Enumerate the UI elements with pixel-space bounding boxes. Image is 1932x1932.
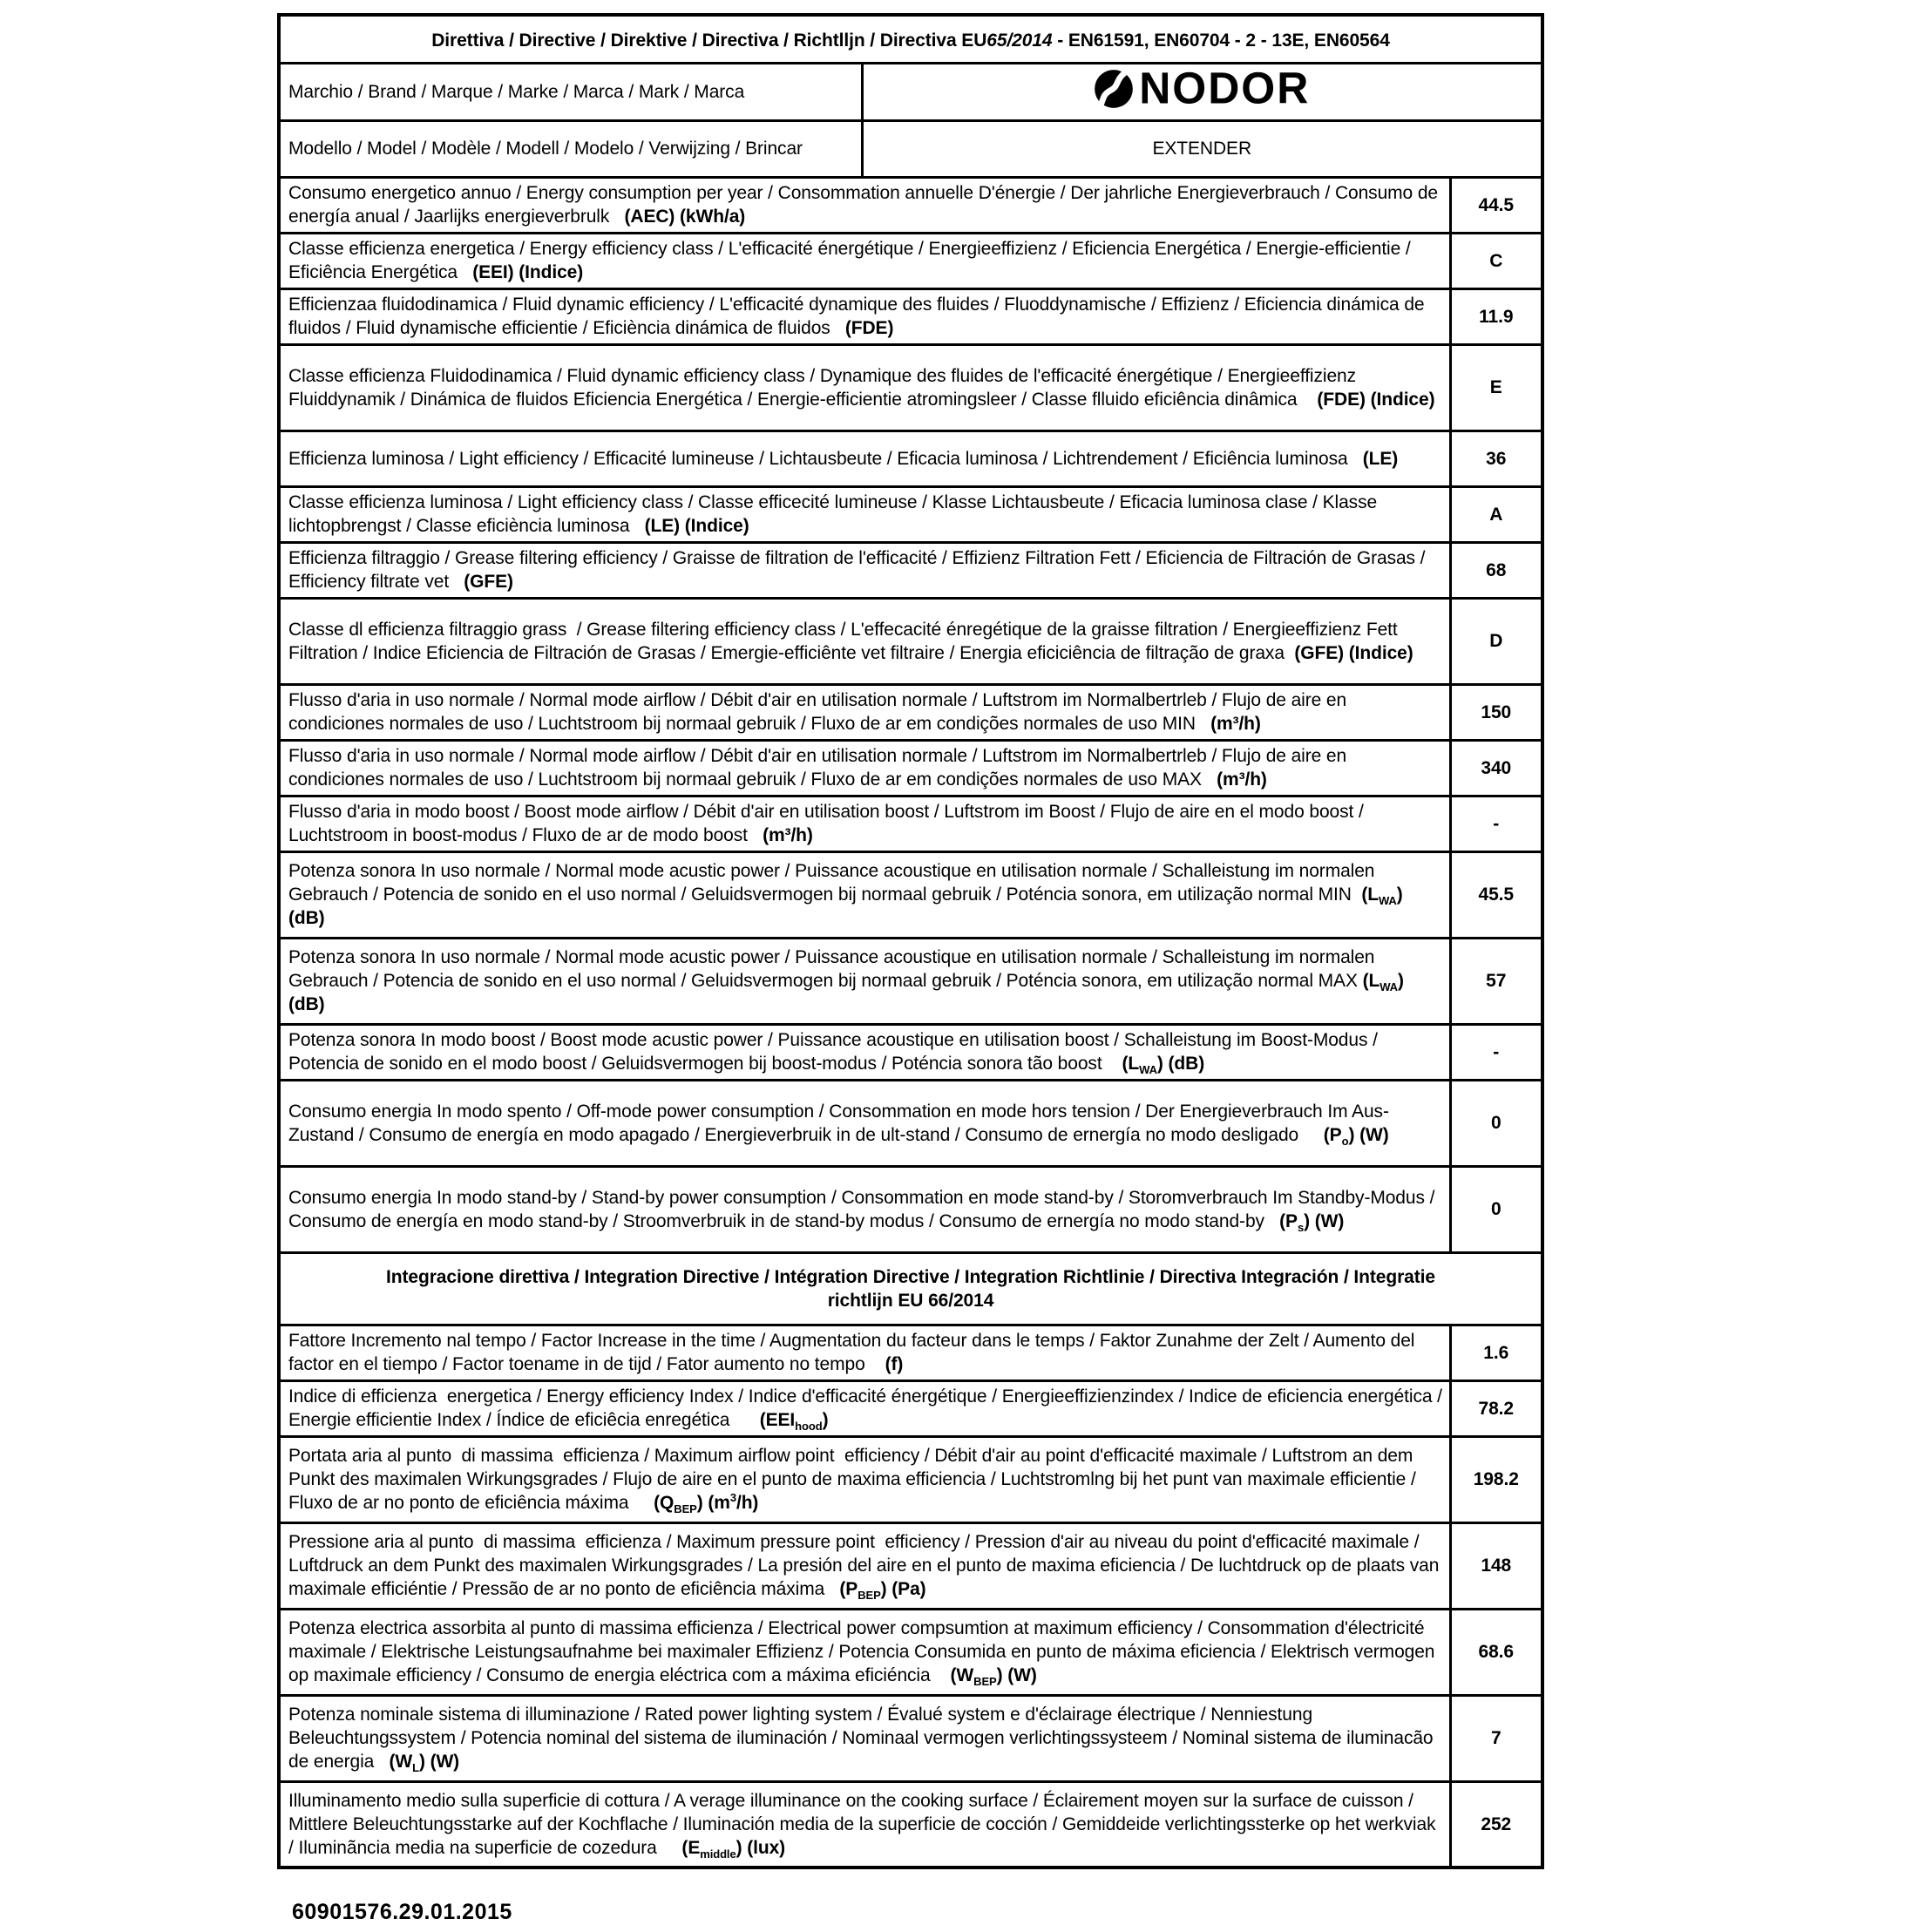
- row-label: Potenza electrica assorbita al punto di massima efficienza / Electrical power compsumtion at maximum efficiency / Consommation d'électricité maximale / Elektrische Leistungsaufnahme bei maximaler Effizienz / Potencia Consumida en punto de máxima eficiencia / Elektrisch vermogen op maximale efficiency / Consumo de energia eléctrica com a máxima eficiéncia $(W_{BEP})$ (W): [279, 1609, 1450, 1695]
- table-row: [279, 1695, 1542, 1781]
- row-value: E: [1450, 344, 1542, 430]
- row-label: Classe efficienza luminosa / Light efficiency class / Classe efficecité lumineuse / Klasse Lichtausbeute / Eficacia luminosa clase / Klasse lichtopbrengst / Classe eficiència luminosa (LE) (Indice): [279, 486, 1450, 542]
- document-code: 60901576.29.01.2015: [292, 1900, 512, 1924]
- table-row: [279, 1380, 1542, 1436]
- row-label: Potenza sonora In uso normale / Normal mode acustic power / Puissance acoustique en utilisation normale / Schalleistung im normalen Gebrauch / Potencia de sonido en el uso normal / Geluidsvermogen bij normaal gebruik / Poténcia sonora, em utilização normal MAX $(L_{WA})$ (dB): [279, 938, 1450, 1024]
- table-row: [279, 1080, 1542, 1166]
- row-value: C: [1450, 233, 1542, 288]
- row-value: 57: [1450, 938, 1542, 1024]
- brand-cell: [862, 63, 1542, 120]
- row-label: Efficienza filtraggio / Grease filtering efficiency / Graisse de filtration de l'efficacité / Effizienz Filtration Fett / Eficiencia de Filtración de Grasas / Efficiency filtrate vet (GFE): [279, 542, 1450, 598]
- row-label: Flusso d'aria in uso normale / Normal mode airflow / Débit d'air en utilisation normale / Luftstrom im Normalbertrleb / Flujo de aire en condiciones normales de uso / Luchtstroom bij normaal gebruik / Fluxo de ar em condições normales de uso MAX (m³/h): [279, 740, 1450, 796]
- row-value: 150: [1450, 684, 1542, 740]
- table-row: [279, 1436, 1542, 1522]
- row-value: 148: [1450, 1522, 1542, 1609]
- table-row: [279, 938, 1542, 1024]
- row-value: 198.2: [1450, 1436, 1542, 1522]
- row-value: 7: [1450, 1695, 1542, 1781]
- row-label: Potenza nominale sistema di illuminazione / Rated power lighting system / Évalué system e d'éclairage électrique / Nenniestung Beleuchtungssystem / Potencia nominal del sistema de iluminación / Nominaal vermogen verlichtingssysteem / Nominal sistema de iluminacão de energia $(W_L)$ (W): [279, 1695, 1450, 1781]
- row-label: Efficienzaa fluidodinamica / Fluid dynamic efficiency / L'efficacité dynamique des fluides / Fluoddynamische / Effizienz / Eficiencia dinámica de fluidos / Fluid dynamische efficientie / Eficiència dinámica de fluidos (FDE): [279, 288, 1450, 344]
- table-row: [279, 288, 1542, 344]
- table-row: [279, 598, 1542, 684]
- row-label: Consumo energia In modo stand-by / Stand-by power consumption / Consommation en mode stand-by / Storomverbrauch Im Standby-Modus / Consumo de energía en modo stand-by / Stroomverbruik in de stand-by modus / Consumo de ernergía no modo stand-by $(P_s)$ (W): [279, 1166, 1450, 1252]
- row-value: 11.9: [1450, 288, 1542, 344]
- table-row: [279, 1166, 1542, 1252]
- row-value: 0: [1450, 1080, 1542, 1166]
- table-row: [279, 430, 1542, 486]
- table-row: [279, 1522, 1542, 1609]
- row-label: Classe efficienza Fluidodinamica / Fluid dynamic efficiency class / Dynamique des fluides de l'efficacité énergétique / Energieeffizienz Fluiddynamik / Dinámica de fluidos Eficiencia Energética / Energie-efficientie atromingsleer / Classe flluido eficiência dinâmica (FDE) (Indice): [279, 344, 1450, 430]
- nodor-logo: [1094, 63, 1311, 113]
- row-value: D: [1450, 598, 1542, 684]
- model-label: Modello / Model / Modèle / Modell / Modelo / Verwijzing / Brincar: [279, 120, 862, 177]
- brand-name: NODOR: [1139, 63, 1311, 113]
- row-value: 44.5: [1450, 177, 1542, 233]
- section-header-row: [279, 1252, 1542, 1325]
- row-value: 1.6: [1450, 1325, 1542, 1380]
- table-row: [279, 542, 1542, 598]
- row-value: 252: [1450, 1781, 1542, 1868]
- directive-title: Direttiva / Directive / Direktive / Directiva / Richtlljn / Directiva EU65/2014 - EN61591, EN60704 - 2 - 13E, EN60564: [279, 15, 1542, 63]
- row-value: 0: [1450, 1166, 1542, 1252]
- model-row: [279, 120, 1542, 177]
- spec-table: [277, 13, 1544, 1869]
- table-row: [279, 1781, 1542, 1868]
- table-row: [279, 740, 1542, 796]
- section-header: Integracione direttiva / Integration Directive / Intégration Directive / Integration Richtlinie / Directiva Integración / Integratie richtlijn EU 66/2014: [279, 1252, 1542, 1325]
- row-value: 68: [1450, 542, 1542, 598]
- table-row: [279, 177, 1542, 233]
- row-label: Classe dl efficienza filtraggio grass / Grease filtering efficiency class / L'effecacité énregétique de la graisse filtration / Energieeffizienz Fett Filtration / Indice Eficiencia de Filtración de Grasas / Emergie-efficiênte vet filtraire / Energia eficiciência de filtração de graxa (GFE) (Indice): [279, 598, 1450, 684]
- row-label: Consumo energetico annuo / Energy consumption per year / Consommation annuelle D'énergie / Der jahrliche Energieverbrauch / Consumo de energía anual / Jaarlijks energieverbrulk (AEC) (kWh/a): [279, 177, 1450, 233]
- row-label: Illuminamento medio sulla superficie di cottura / A verage illuminance on the cooking surface / Éclairement moyen sur la surface de cuisson / Mittlere Beleuchtungsstarke auf der Kochflache / Iluminación media de la superficie de cocción / Gemiddeide verlichtingssterke op het werkviak / Iluminãncia media na superficie de cozedura $(E_{middle})$ (lux): [279, 1781, 1450, 1868]
- row-value: -: [1450, 1024, 1542, 1080]
- row-value: 36: [1450, 430, 1542, 486]
- row-value: 45.5: [1450, 851, 1542, 938]
- row-value: -: [1450, 796, 1542, 851]
- row-label: Portata aria al punto di massima efficienza / Maximum airflow point efficiency / Débit d'air au point d'efficacité maximale / Luftstrom an dem Punkt des maximalen Wirkungsgrades / Flujo de aire en el punto de maxima efficiencia / Luchtstromlng bij het punt van maximale efficientie / Fluxo de ar no ponto de eficiência máxima $(Q_{BEP})$ $(m^3/h)$: [279, 1436, 1450, 1522]
- table-row: [279, 684, 1542, 740]
- row-label: Flusso d'aria in modo boost / Boost mode airflow / Débit d'air en utilisation boost / Luftstrom im Boost / Flujo de aire en el modo boost / Luchtstroom in boost-modus / Fluxo de ar de modo boost (m³/h): [279, 796, 1450, 851]
- row-label: Fattore Incremento nal tempo / Factor Increase in the time / Augmentation du facteur dans le temps / Faktor Zunahme der Zelt / Aumento del factor en el tiempo / Factor toename in de tijd / Fator aumento no tempo (f): [279, 1325, 1450, 1380]
- model-value: EXTENDER: [862, 120, 1542, 177]
- row-label: Potenza sonora In modo boost / Boost mode acustic power / Puissance acoustique en utilisation boost / Schalleistung im Boost-Modus / Potencia de sonido en el modo boost / Geluidsvermogen bij boost-modus / Poténcia sonora tão boost $(L_{WA})$ (dB): [279, 1024, 1450, 1080]
- row-label: Indice di efficienza energetica / Energy efficiency Index / Indice d'efficacité énergétique / Energieeffizienzindex / Indice de eficiencia energética / Energie efficientie Index / Índice de eficiêcia enregética $(EEI_{hood})$: [279, 1380, 1450, 1436]
- table-row: [279, 1609, 1542, 1695]
- row-value: 68.6: [1450, 1609, 1542, 1695]
- row-value: 340: [1450, 740, 1542, 796]
- row-label: Efficienza luminosa / Light efficiency / Efficacité lumineuse / Lichtausbeute / Eficacia luminosa / Lichtrendement / Eficiência luminosa (LE): [279, 430, 1450, 486]
- table-row: [279, 796, 1542, 851]
- row-label: Pressione aria al punto di massima efficienza / Maximum pressure point efficiency / Pression d'air au niveau du point d'efficacité maximale / Luftdruck an dem Punkt des maximalen Wirkungsgrades / La presión del aire en el punto de maxima eficiencia / De luchtdruck op de plaats van maximale efficiéntie / Pressão de ar no ponto de eficiência máxima $(P_{BEP})$ (Pa): [279, 1522, 1450, 1609]
- table-row: [279, 1024, 1542, 1080]
- table-row: [279, 1325, 1542, 1380]
- table-row: [279, 233, 1542, 288]
- row-value: A: [1450, 486, 1542, 542]
- row-value: 78.2: [1450, 1380, 1542, 1436]
- row-label: Potenza sonora In uso normale / Normal mode acustic power / Puissance acoustique en utilisation normale / Schalleistung im normalen Gebrauch / Potencia de sonido en el uso normal / Geluidsvermogen bij normaal gebruik / Poténcia sonora, em utilização normal MIN $(L_{WA})$ (dB): [279, 851, 1450, 938]
- row-label: Consumo energia In modo spento / Off-mode power consumption / Consommation en mode hors tension / Der Energieverbrauch Im Aus-Zustand / Consumo de energía en modo apagado / Energieverbruik in de ult-stand / Consumo de ernergía no modo desligado $(P_o)$ (W): [279, 1080, 1450, 1166]
- table-row: [279, 344, 1542, 430]
- brand-row: [279, 63, 1542, 120]
- row-label: Classe efficienza energetica / Energy efficiency class / L'efficacité énergétique / Energieeffizienz / Eficiencia Energética / Energie-efficientie / Eficiência Energética (EEI) (Indice): [279, 233, 1450, 288]
- table-row: [279, 851, 1542, 938]
- table-row: [279, 486, 1542, 542]
- nodor-circle-swoosh-icon: [1094, 69, 1134, 109]
- row-label: Flusso d'aria in uso normale / Normal mode airflow / Débit d'air en utilisation normale / Luftstrom im Normalbertrleb / Flujo de aire en condiciones normales de uso / Luchtstroom bij normaal gebruik / Fluxo de ar em condições normales de uso MIN (m³/h): [279, 684, 1450, 740]
- directive-title-row: [279, 15, 1542, 63]
- brand-label: Marchio / Brand / Marque / Marke / Marca / Mark / Marca: [279, 63, 862, 120]
